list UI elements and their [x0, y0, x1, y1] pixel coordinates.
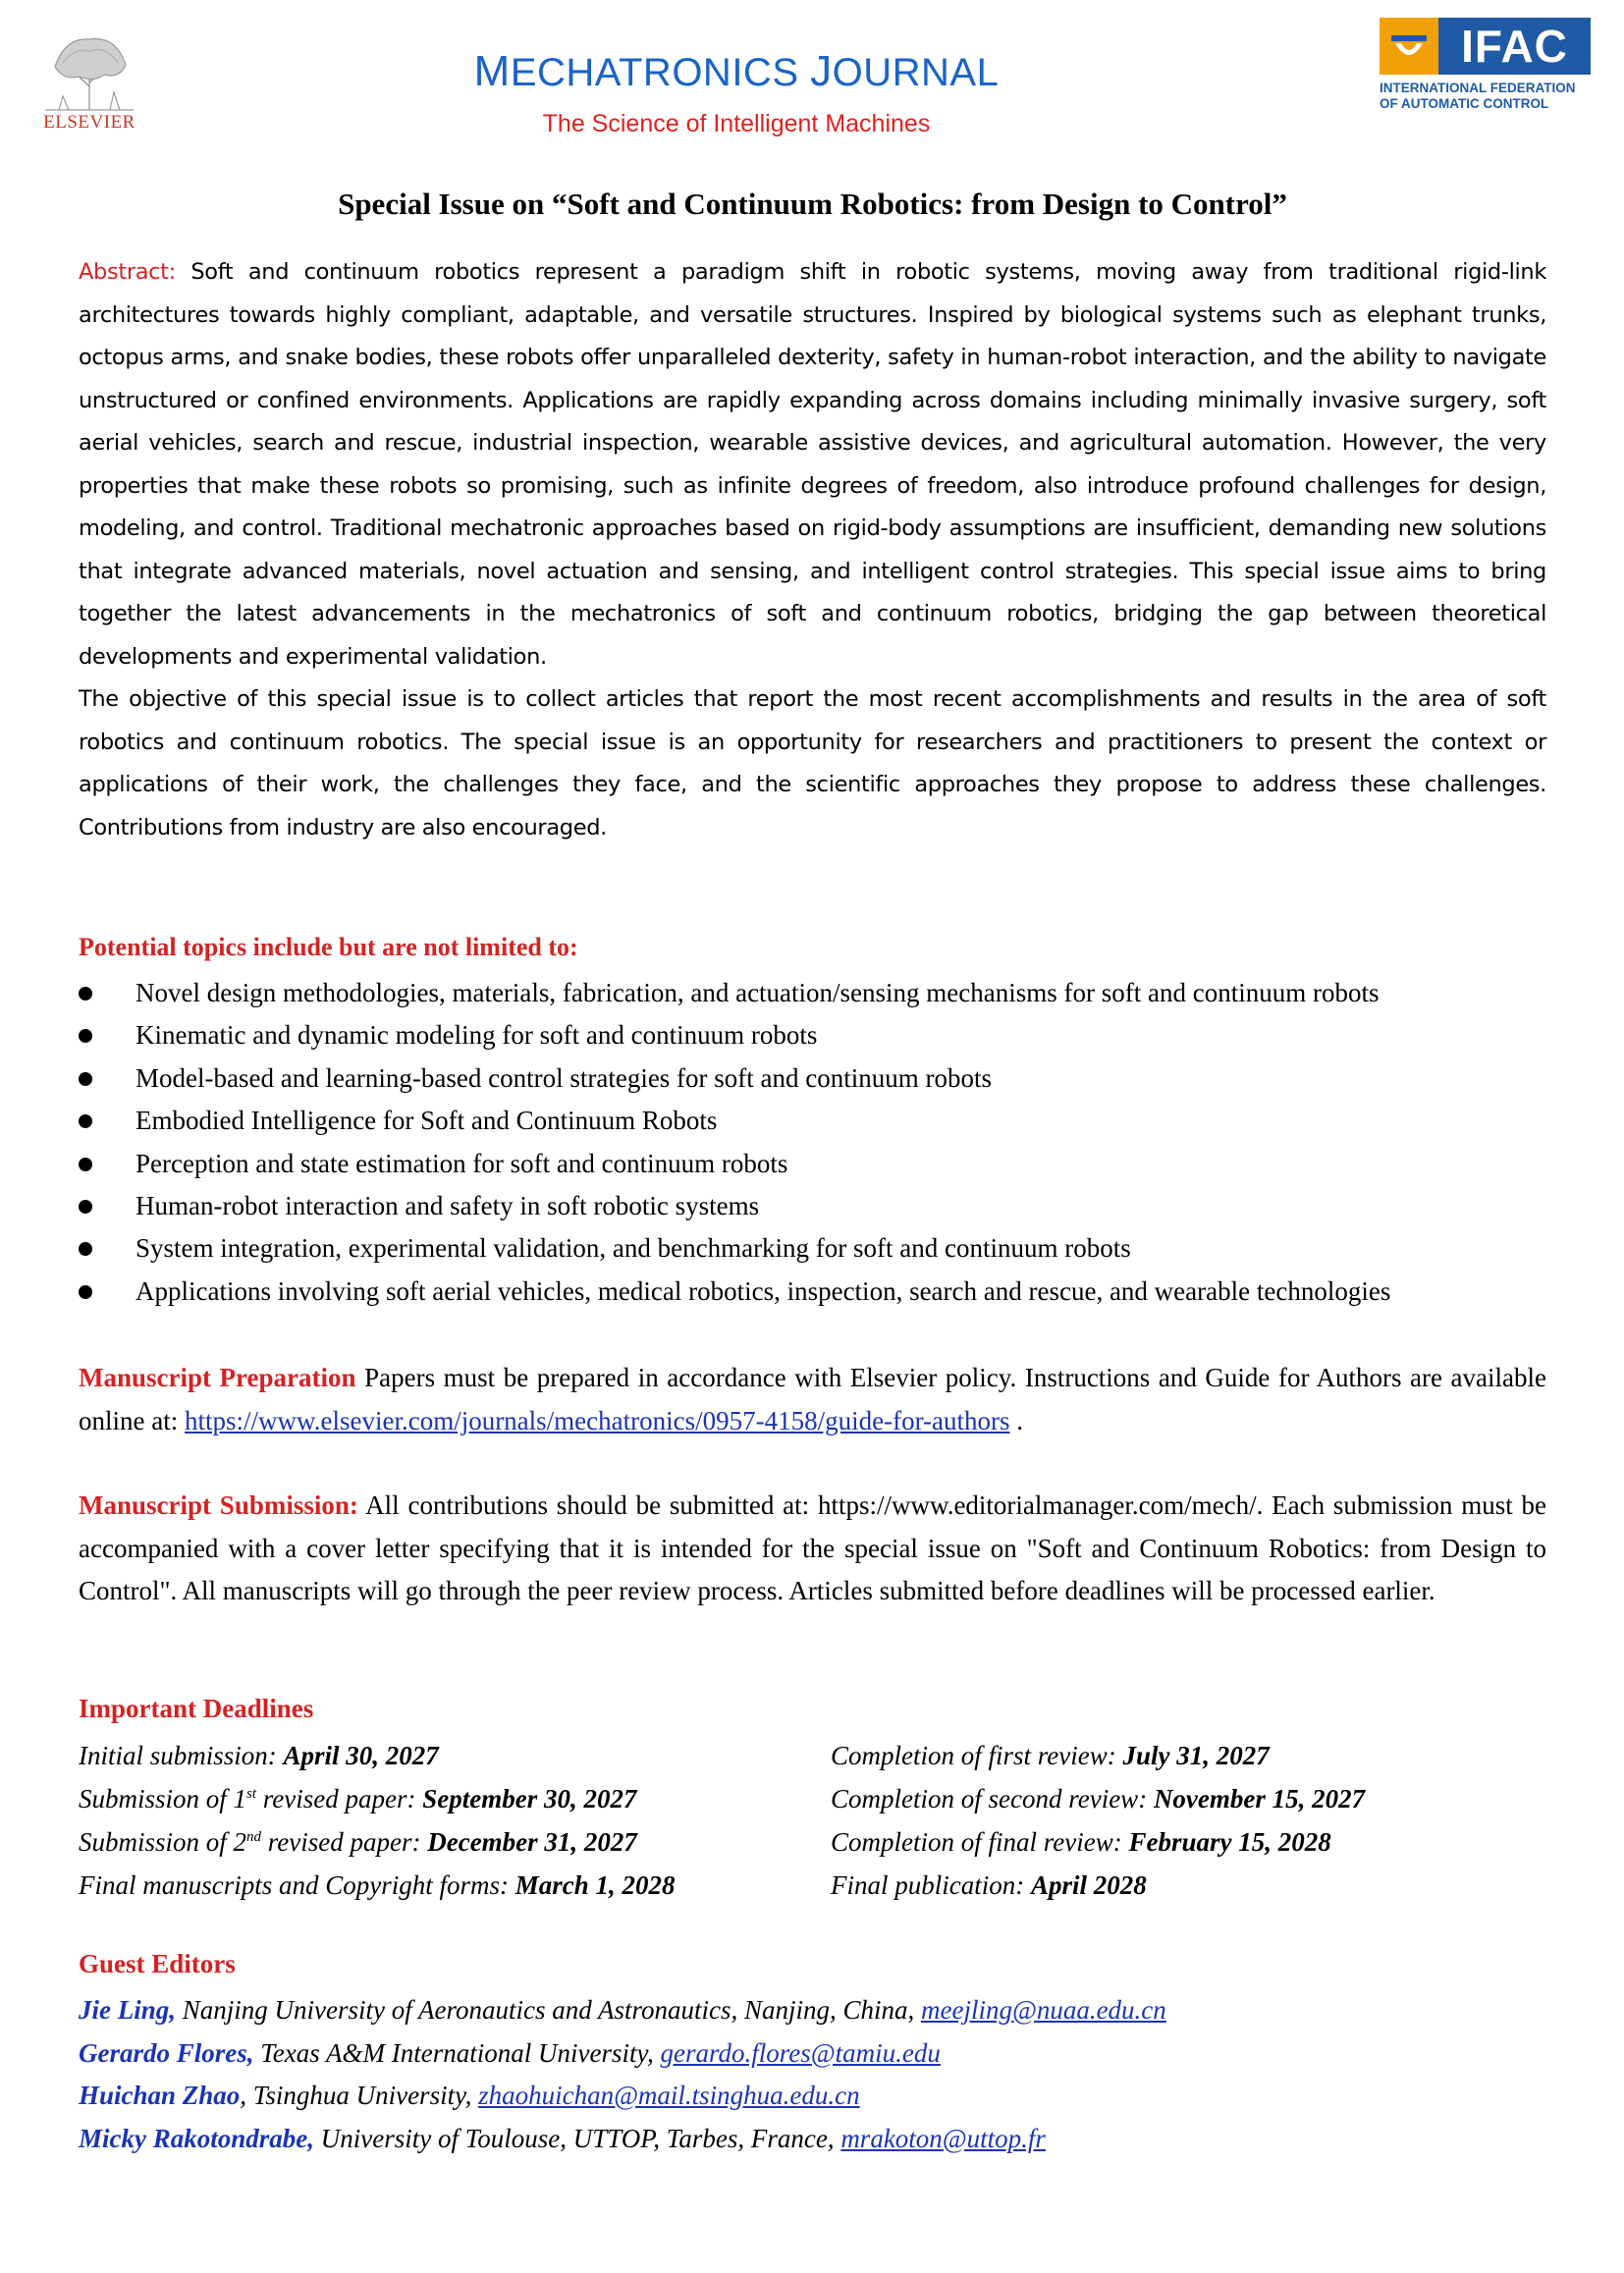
deadline-left: Initial submission: April 30, 2027 [79, 1741, 439, 1770]
bullet-icon [79, 1114, 92, 1128]
deadline-row [79, 1864, 1571, 1907]
editor-name: Micky Rakotondrabe, [79, 2123, 314, 2153]
deadlines-table [79, 1734, 1571, 1907]
topics-heading: Potential topics include but are not limited to: [79, 933, 578, 961]
manuscript-submission-section: Manuscript Submission: All contributions should be submitted at: https://www.editorialmanager.com/mech/. Each submission must be accompanied with a cover letter specifying that it is intended for the special issue on "Soft and Continuum Robotics: from Design to Control". All manuscripts will go through the peer review process. Articles submitted before deadlines will be processed earlier. [79, 1490, 1546, 1605]
editor-name: Jie Ling, [79, 1995, 176, 2025]
list-item: Model-based and learning-based control strategies for soft and continuum robots [79, 1057, 1571, 1100]
topics-list [79, 972, 1571, 1313]
deadlines-heading: Important Deadlines [79, 1694, 314, 1723]
list-item: Applications involving soft aerial vehicles, medical robotics, inspection, search and rescue, and wearable technologies [79, 1271, 1571, 1313]
deadline-left: Submission of 2nd revised paper: December 31, 2027 [79, 1827, 637, 1857]
elsevier-tree-icon [35, 27, 143, 114]
page-title: Special Issue on “Soft and Continuum Robotics: from Design to Control” [338, 187, 1287, 221]
elsevier-logo [35, 27, 143, 137]
deadline-left: Submission of 1st revised paper: September 30, 2027 [79, 1784, 637, 1813]
abstract-paragraph-2: The objective of this special issue is to collect articles that report the most recent accomplishments and results in the area of soft robotics and continuum robotics. The special issue is an opportunity for researchers and practitioners to present the context or applications of their work, the challenges they face, and the scientific approaches they propose to address these challenges. Contributions from industry are also encouraged. [79, 686, 1546, 840]
bullet-icon [79, 1285, 92, 1299]
list-item: Human-robot interaction and safety in soft robotic systems [79, 1185, 1571, 1227]
editor-name: Huichan Zhao [79, 2081, 241, 2110]
list-item: Perception and state estimation for soft and continuum robots [79, 1143, 1571, 1185]
editor-email-link[interactable]: zhaohuichan@mail.tsinghua.edu.cn [478, 2081, 860, 2110]
deadline-right: Completion of first review: July 31, 2027 [831, 1741, 1270, 1770]
ifac-logo [1380, 18, 1591, 116]
editor-email-link[interactable]: meejling@nuaa.edu.cn [921, 1995, 1166, 2025]
editor-entry: Gerardo Flores, Texas A&M International University, gerardo.flores@tamiu.edu [79, 2037, 941, 2068]
editor-entry: Micky Rakotondrabe, University of Toulouse, UTTOP, Tarbes, France, mrakoton@uttop.fr [79, 2123, 1046, 2153]
bullet-icon [79, 987, 92, 1001]
editor-email-link[interactable]: mrakoton@uttop.fr [840, 2123, 1046, 2153]
editor-name: Gerardo Flores, [79, 2037, 254, 2068]
bullet-icon [79, 1072, 92, 1086]
abstract-label: Abstract: [79, 259, 176, 285]
manuscript-preparation-label: Manuscript Preparation [79, 1363, 356, 1392]
ifac-caption: INTERNATIONAL FEDERATION OF AUTOMATIC CONTROL [1380, 81, 1576, 111]
editors-heading: Guest Editors [79, 1949, 236, 1978]
deadline-right: Completion of final review: February 15, 2028 [831, 1827, 1331, 1857]
deadline-right: Final publication: April 2028 [831, 1870, 1147, 1900]
abstract-section [79, 251, 1546, 849]
bullet-icon [79, 1158, 92, 1171]
manuscript-submission-label: Manuscript Submission: [79, 1490, 358, 1520]
deadline-row [79, 1777, 1571, 1820]
list-item: Novel design methodologies, materials, fabrication, and actuation/sensing mechanisms for soft and continuum robots [79, 972, 1571, 1014]
bullet-icon [79, 1029, 92, 1043]
journal-title: MECHATRONICS JOURNAL [473, 47, 1000, 95]
page-header [0, 0, 1624, 167]
deadline-left: Final manuscripts and Copyright forms: March 1, 2028 [79, 1870, 676, 1900]
deadline-row [79, 1820, 1571, 1864]
list-item: System integration, experimental validation, and benchmarking for soft and continuum robots [79, 1227, 1571, 1270]
journal-subtitle: The Science of Intelligent Machines [542, 110, 931, 137]
bullet-icon [79, 1242, 92, 1256]
editors-list [79, 1989, 1571, 2160]
editor-email-link[interactable]: gerardo.flores@tamiu.edu [660, 2037, 941, 2068]
bullet-icon [79, 1200, 92, 1214]
list-item: Embodied Intelligence for Soft and Continuum Robots [79, 1100, 1571, 1142]
deadline-row [79, 1734, 1571, 1777]
publisher-name: ELSEVIER [43, 112, 135, 133]
abstract-paragraph-1: Abstract: Soft and continuum robotics represent a paradigm shift in robotic systems, moving away from traditional rigid-link architectures towards highly compliant, adaptable, and versatile structures. Inspired by biological systems such as elephant trunks, octopus arms, and snake bodies, these robots offer unparalleled dexterity, safety in human-robot interaction, and the ability to navigate unstructured or confined environments. Applications are rapidly expanding across domains including minimally invasive surgery, soft aerial vehicles, search and rescue, industrial inspection, wearable assistive devices, and agricultural automation. However, the very properties that make these robots so promising, such as infinite degrees of freedom, also introduce profound challenges for design, modeling, and control. Traditional mechatronic approaches based on rigid-body assumptions are insufficient, demanding new solutions that integrate advanced materials, novel actuation and sensing, and intelligent control strategies. This special issue aims to bring together the latest advancements in the mechatronics of soft and continuum robotics, bridging the gap between theoretical developments and experimental validation. [79, 259, 1546, 670]
ifac-emblem-icon [1380, 18, 1438, 75]
deadline-right: Completion of second review: November 15, 2027 [831, 1784, 1366, 1813]
editor-entry: Huichan Zhao, Tsinghua University, zhaohuichan@mail.tsinghua.edu.cn [79, 2081, 860, 2110]
manuscript-preparation-section: Manuscript Preparation Papers must be prepared in accordance with Elsevier policy. Instructions and Guide for Authors are available online at: https://www.elsevier.com/journals/mechatronics/0957-4158/guide-for-authors . [79, 1363, 1546, 1435]
guide-for-authors-link[interactable]: https://www.elsevier.com/journals/mechatronics/0957-4158/guide-for-authors [184, 1405, 1010, 1435]
list-item: Kinematic and dynamic modeling for soft and continuum robots [79, 1014, 1571, 1056]
ifac-logo-text: IFAC [1438, 18, 1591, 75]
editor-entry: Jie Ling, Nanjing University of Aeronautics and Astronautics, Nanjing, China, meejling@nuaa.edu.cn [79, 1995, 1166, 2025]
